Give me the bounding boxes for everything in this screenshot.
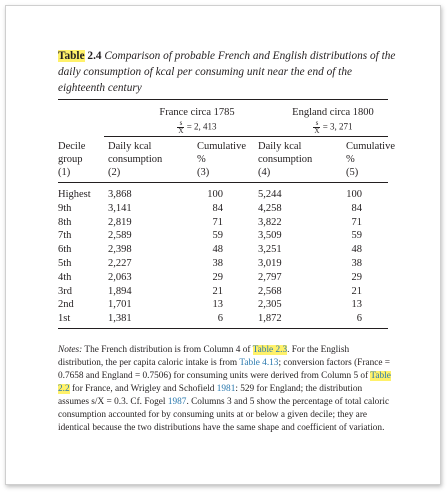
table-cell: 2,819 xyxy=(108,216,132,228)
mean-symbol-num: s xyxy=(313,120,320,128)
decile-label: 4th xyxy=(58,271,72,283)
table-cell: 4,258 xyxy=(258,202,282,214)
table-cell: 13 xyxy=(351,299,362,311)
table-cell: 1,894 xyxy=(108,285,132,297)
table-cell: 2,305 xyxy=(258,299,282,311)
table-cell: 6 xyxy=(356,313,362,325)
ref-1987[interactable]: 1987 xyxy=(167,397,187,407)
mean-france xyxy=(132,120,262,135)
col-head-5: Cumulative % (5) xyxy=(346,141,395,178)
table-number: 2.4 xyxy=(87,50,102,62)
mean-symbol-num: s xyxy=(177,120,184,128)
decile-label: 9th xyxy=(58,202,72,214)
group-header-england: England circa 1800 xyxy=(292,107,374,118)
table-cell: 3,822 xyxy=(258,216,282,228)
ref-table-2-2[interactable]: Table 2.2 xyxy=(58,371,391,394)
decile-label: Highest xyxy=(58,189,91,200)
table-cell: 3,251 xyxy=(258,244,282,256)
table-cell: 6 xyxy=(217,313,223,325)
table-cell: 1,872 xyxy=(258,313,282,325)
table-cell: 3,509 xyxy=(258,230,282,242)
col-head-3: Cumulative % (3) xyxy=(197,141,246,178)
table-cell: 29 xyxy=(212,271,223,283)
bottom-rule xyxy=(58,328,388,329)
decile-label: 1st xyxy=(58,313,71,325)
france-group-rule xyxy=(104,136,256,137)
table-cell: 3,019 xyxy=(258,258,282,269)
decile-label: 6th xyxy=(58,244,72,256)
ref-table-2-3[interactable]: Table 2.3 xyxy=(252,345,288,355)
ref-table-4-13[interactable]: Table 4.13 xyxy=(239,358,279,368)
table-cell: 84 xyxy=(212,202,223,214)
mean-england-value: = 3, 271 xyxy=(322,121,353,132)
table-cell: 84 xyxy=(351,202,362,214)
table-cell: 48 xyxy=(351,244,362,256)
mean-france-value: = 2, 413 xyxy=(186,121,217,132)
table-notes: Notes: The French distribution is from Column 4 of Table 2.3. For the English distribution, the per capita caloric intake is from Table 4.13; conversion factors (France = 0.7658 and England = 0.7506) for consuming units were derived from Column 5 of Table 2.2 for France, and Wrigley and Schofield 1981: 529 for England; the distribution assumes s/X = 0.3. Cf. Fogel 1987. Columns 3 and 5 show the percentage of total caloric consumption accounted for by consuming units at or below a given decile; they are identical because the two distributions have the same shape and coefficient of variation. xyxy=(58,345,391,433)
table-cell: 21 xyxy=(351,285,362,297)
header-rule xyxy=(58,182,388,183)
table-cell: 3,868 xyxy=(108,189,132,200)
table-cell: 2,398 xyxy=(108,244,132,256)
table-cell: 59 xyxy=(212,230,223,242)
table-cell: 3,141 xyxy=(108,202,132,214)
table-cell: 2,227 xyxy=(108,258,132,269)
top-rule xyxy=(58,99,388,100)
table-cell: 5,244 xyxy=(258,189,282,200)
mean-england xyxy=(268,120,398,135)
table-cell: 21 xyxy=(212,285,223,297)
notes-lead: Notes: xyxy=(58,345,83,355)
table-cell: 13 xyxy=(212,299,223,311)
col-head-2: Daily kcal consumption (2) xyxy=(108,141,163,178)
group-header-france: France circa 1785 xyxy=(159,107,235,118)
decile-label: 5th xyxy=(58,258,72,269)
table-cell: 29 xyxy=(351,271,362,283)
england-group-rule xyxy=(256,136,388,137)
table-cell: 38 xyxy=(212,258,223,269)
table-cell: 2,589 xyxy=(108,230,132,242)
table-cell: 71 xyxy=(212,216,223,228)
mean-symbol-den: X xyxy=(178,127,184,135)
table-cell: 1,381 xyxy=(108,313,132,325)
table-cell: 100 xyxy=(207,189,223,200)
table-cell: 2,568 xyxy=(258,285,282,297)
decile-label: 8th xyxy=(58,216,72,228)
decile-label: 2nd xyxy=(58,299,74,311)
decile-label: 7th xyxy=(58,230,72,242)
table-title: Comparison of probable French and English distributions of the daily consumption of kcal per consuming unit near the end of the eighteenth century xyxy=(58,50,396,94)
decile-label: 3rd xyxy=(58,285,72,297)
table-cell: 48 xyxy=(212,244,223,256)
table-cell: 59 xyxy=(351,230,362,242)
table-cell: 100 xyxy=(346,189,362,200)
table-cell: 1,701 xyxy=(108,299,132,311)
table-cell: 71 xyxy=(351,216,362,228)
table-cell: 2,797 xyxy=(258,271,282,283)
table-cell: 38 xyxy=(351,258,362,269)
col-head-4: Daily kcal consumption (4) xyxy=(258,141,313,178)
col-head-1: Decile group (1) xyxy=(58,141,86,178)
table-label[interactable]: Table xyxy=(58,50,85,62)
table-caption xyxy=(58,48,398,96)
ref-1981[interactable]: 1981 xyxy=(216,384,236,394)
mean-symbol-den: X xyxy=(314,127,320,135)
table-cell: 2,063 xyxy=(108,271,132,283)
